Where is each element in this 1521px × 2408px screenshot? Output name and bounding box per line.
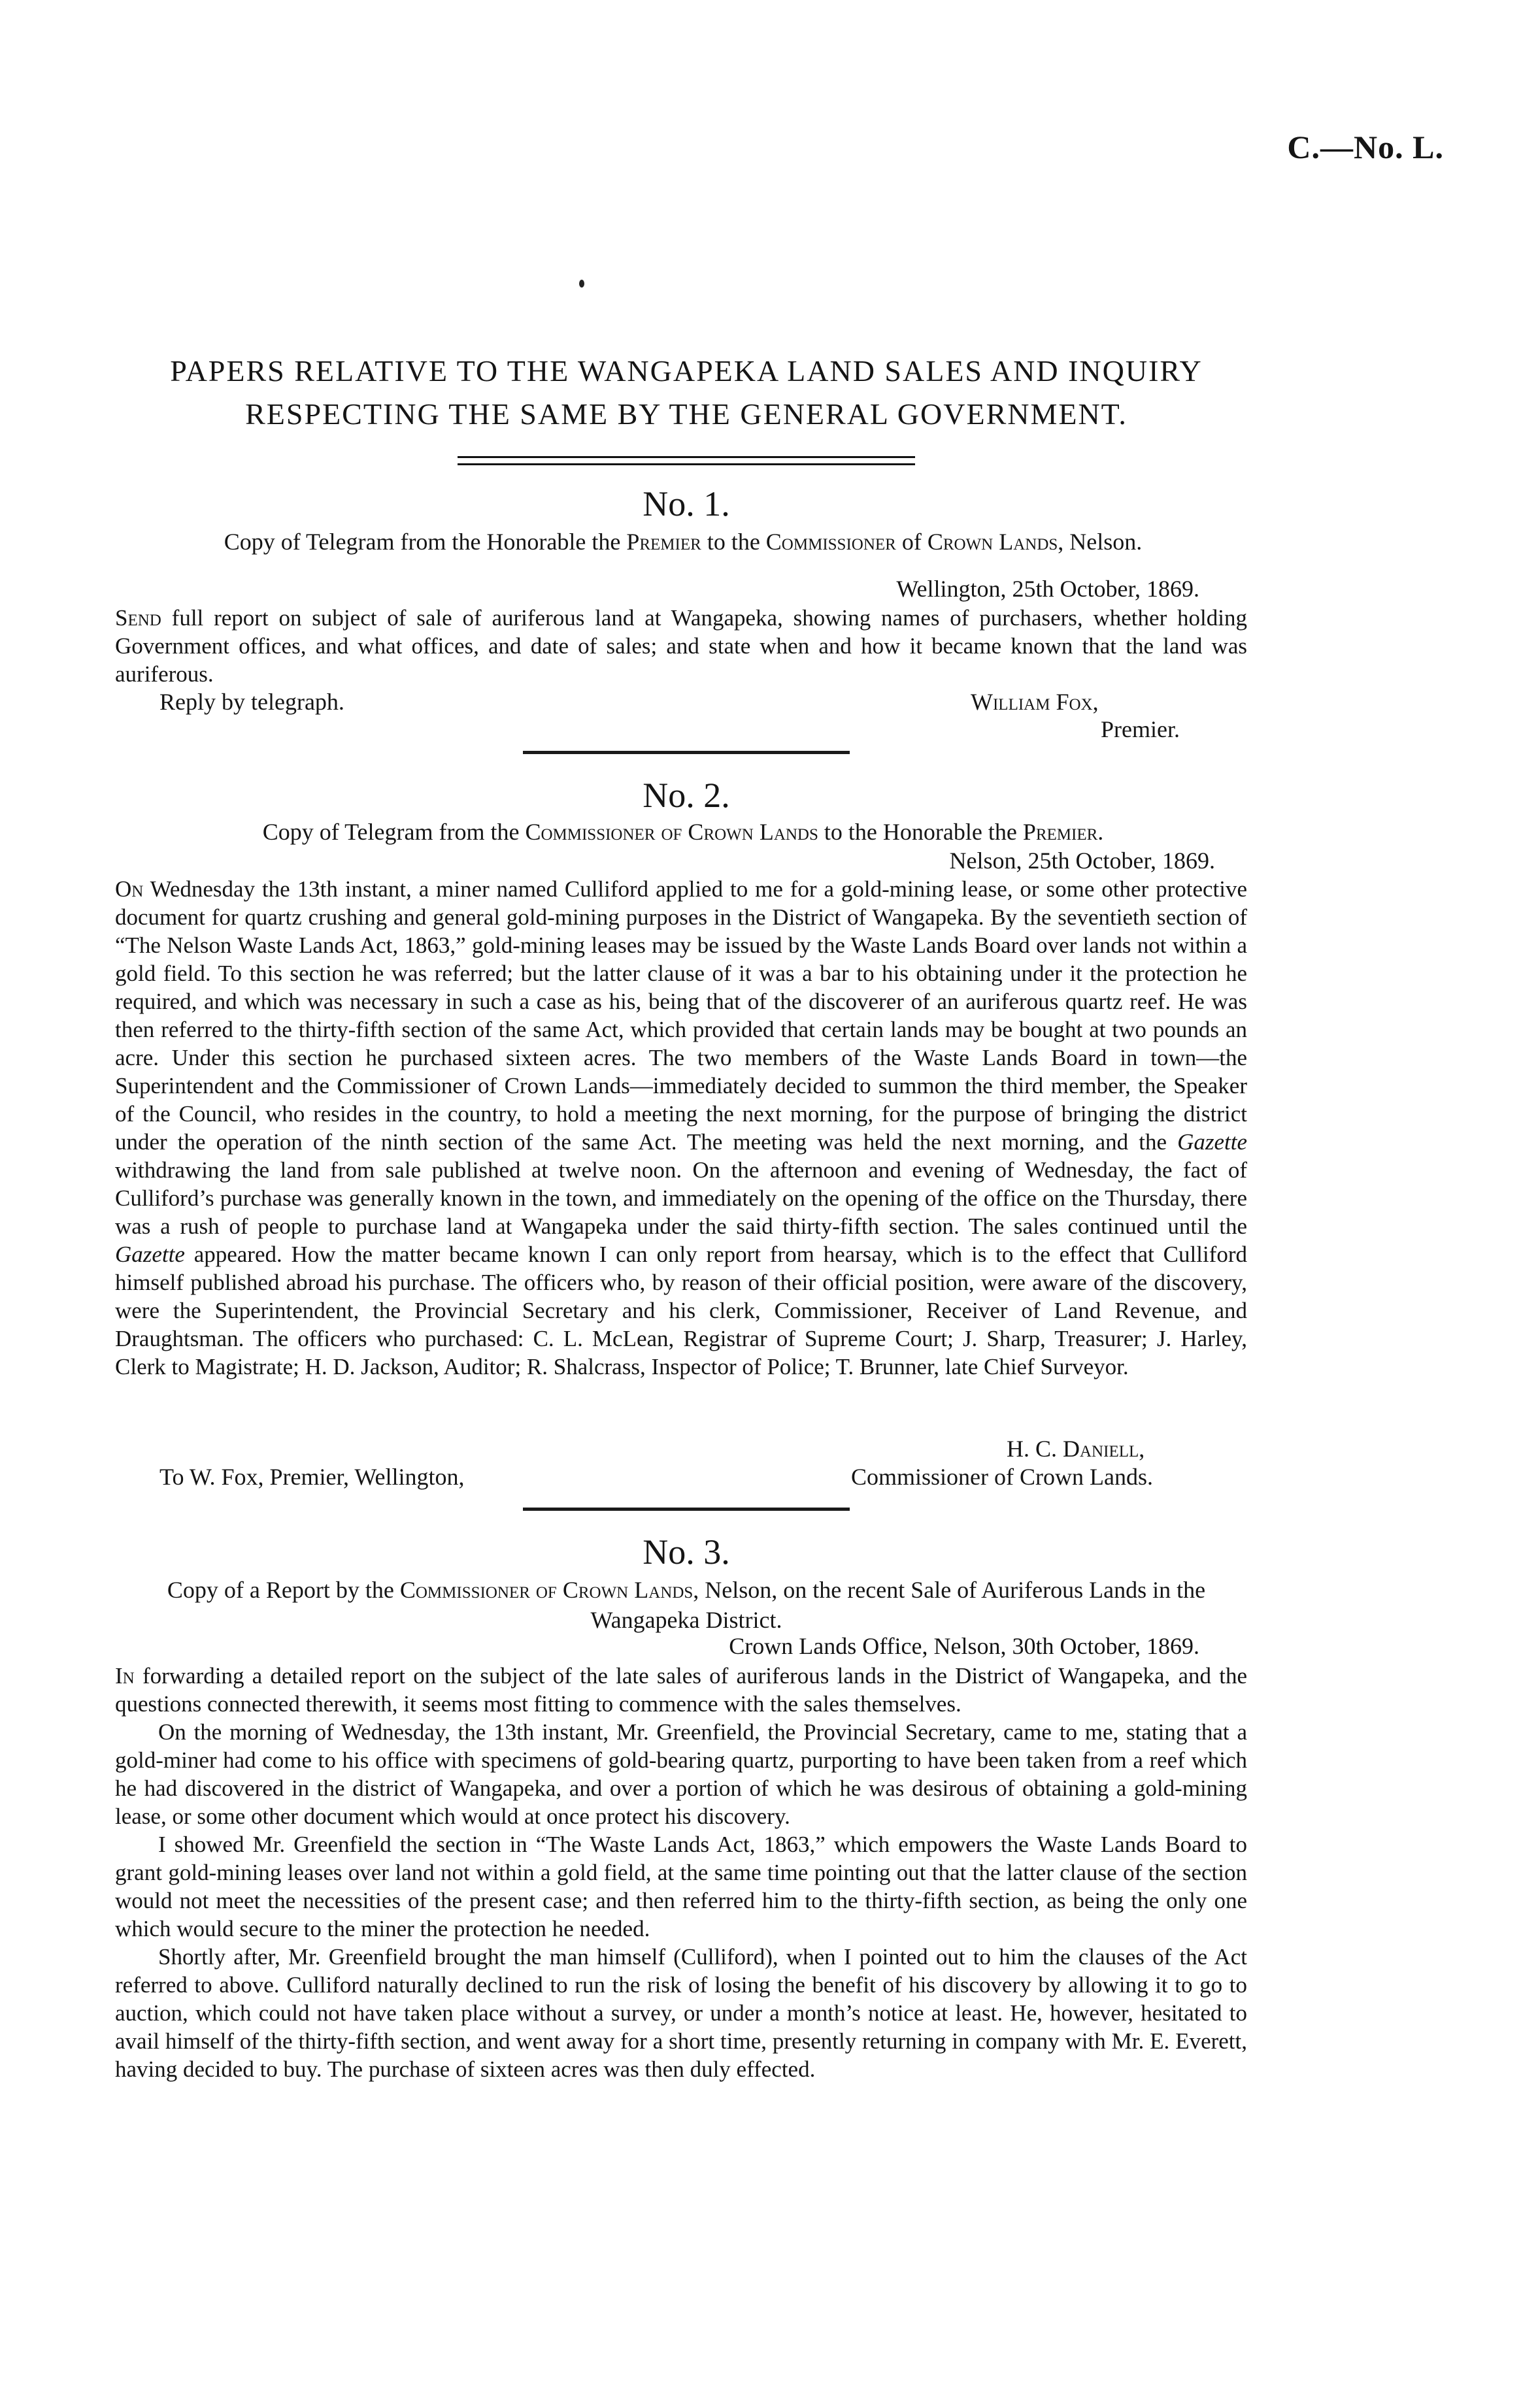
caption-text: Copy of a Report by the — [167, 1577, 400, 1603]
body-text: full report on subject of sale of auriferous land at Wangapeka, showing names of purchasers, whether holding Government offices, and what offices, and date of sales; and state when and how it became known that the land was auriferous. — [115, 605, 1247, 687]
dateline-1: Wellington, 25th October, 1869. — [896, 576, 1199, 602]
signature-name-1: William Fox, — [971, 689, 1099, 715]
caption-text: Copy of Telegram from the Honorable the — [224, 529, 627, 555]
title-rule — [458, 456, 915, 465]
printer-mark — [579, 280, 584, 288]
signature-title-1: Premier. — [1101, 716, 1180, 742]
gazette-reference: Gazette — [1177, 1129, 1247, 1155]
lead-word: On — [115, 876, 144, 902]
paragraph-2: On the morning of Wednesday, the 13th instant, Mr. Greenfield, the Provincial Secretary, came to me, stating that a gold-miner had come to his office with specimens of gold-bearing quartz, purporting to have been taken from a reef which he had discovered in the district of Wangapeka, and over a portion of which he was desirous of obtaining a gold-mining lease, or some other document which would at once protect his discovery. — [115, 1719, 1247, 1829]
section-caption-1 — [131, 527, 1235, 557]
paragraph-4: Shortly after, Mr. Greenfield brought the man himself (Culliford), when I pointed out to him the clauses of the Act referred to above. Culliford naturally declined to run the risk of losing the benefit of his discovery by allowing it to go to auction, which could not have taken place without a survey, or under a month’s notice at least. He, however, hesitated to avail himself of the thirty-fifth section, and went away for a short time, presently returning in company with Mr. E. Everett, having decided to buy. The purchase of sixteen acres was then duly effected. — [115, 1944, 1247, 2082]
telegram-body-2 — [115, 875, 1247, 1381]
gazette-reference: Gazette — [115, 1242, 185, 1267]
caption-commissioner: Commissioner of Crown Lands — [399, 1577, 694, 1603]
lead-word: Send — [115, 605, 161, 631]
body-text: withdrawing the land from sale published at twelve noon. On the afternoon and evening of Wednesday, the fact of Culliford’s purchase was generally known in the town, and immediately on the opening of the office on the Thursday, there was a rush of people to purchase land at Wangapeka under the said thirty-fifth section. The sales continued until the — [115, 1157, 1247, 1239]
dateline-3: Crown Lands Office, Nelson, 30th October, 1869. — [729, 1633, 1199, 1659]
parliamentary-paper-reference: C.—No. L. — [1287, 129, 1444, 165]
section-caption-3 — [163, 1575, 1209, 1635]
caption-text: of — [895, 529, 928, 555]
document-title: PAPERS RELATIVE TO THE WANGAPEKA LAND SALES AND INQUIRY RESPECTING THE SAME BY THE GENERAL GOVERNMENT. — [170, 354, 1203, 431]
section-heading-1: No. 1. — [643, 484, 730, 523]
caption-commissioner: Commissioner — [765, 529, 896, 555]
signature-title-2: Commissioner of Crown Lands. — [851, 1464, 1153, 1490]
caption-text: , Nelson, on the recent Sale of Auriferous Lands in the Wangapeka District. — [590, 1577, 1206, 1633]
caption-text: to the Honorable the — [818, 819, 1023, 845]
caption-crown-lands: Crown Lands — [927, 529, 1058, 555]
caption-commissioner: Commissioner of Crown Lands — [525, 819, 818, 845]
caption-text: to the — [701, 529, 766, 555]
caption-text: , Nelson. — [1058, 529, 1143, 555]
section-heading-2: No. 2. — [643, 776, 730, 815]
telegram-body-1 — [115, 604, 1247, 688]
section-divider-2 — [523, 1508, 850, 1511]
lead-word: In — [115, 1663, 135, 1689]
signature-name-2: H. C. Daniell, — [1007, 1436, 1145, 1462]
section-caption-2 — [131, 817, 1235, 847]
caption-premier: Premier — [626, 529, 701, 555]
body-text: appeared. How the matter became known I can only report from hearsay, which is to the effect that Culliford himself published abroad his purchase. The officers who, by reason of their official position, were aware of the discovery, were the Superintendent, the Provincial Secretary and his clerk, Commissioner, Receiver of Land Revenue, and Draughtsman. The officers who purchased: C. L. McLean, Registrar of Supreme Court; J. Sharp, Treasurer; J. Harley, Clerk to Magistrate; H. D. Jackson, Auditor; R. Shalcrass, Inspector of Police; T. Brunner, late Chief Surveyor. — [115, 1242, 1247, 1379]
dateline-2: Nelson, 25th October, 1869. — [949, 848, 1215, 874]
section-heading-3: No. 3. — [643, 1532, 730, 1572]
paragraph-3: I showed Mr. Greenfield the section in “The Waste Lands Act, 1863,” which empowers the Waste Lands Board to grant gold-mining leases over land not within a gold field, at the same time pointing out that the latter clause of the section would not meet the necessities of the present case; and then referred him to the thirty-fifth section, as being the only one which would secure to the miner the protection he needed. — [115, 1832, 1247, 1941]
caption-premier: Premier. — [1022, 819, 1104, 845]
section-divider-1 — [523, 751, 850, 754]
paragraph-1: forwarding a detailed report on the subject of the late sales of auriferous lands in the District of Wangapeka, and the questions connected therewith, it seems most fitting to commence with the sales themselves. — [115, 1663, 1247, 1717]
report-body-3 — [115, 1662, 1247, 2083]
addressee-2: To W. Fox, Premier, Wellington, — [159, 1464, 465, 1490]
reply-instruction: Reply by telegraph. — [159, 689, 344, 715]
caption-text: Copy of Telegram from the — [262, 819, 526, 845]
body-text: Wednesday the 13th instant, a miner named Culliford applied to me for a gold-mining lease, or some other protective document for quartz crushing and general gold-mining purposes in the District of Wangapeka. By the seventieth section of “The Nelson Waste Lands Act, 1863,” gold-mining leases may be issued by the Waste Lands Board over lands not within a gold field. To this section he was referred; but the latter clause of it was a bar to his obtaining under it the protection he required, and which was necessary in such a case as his, being that of the discoverer of an auriferous quartz reef. He was then referred to the thirty-fifth section of the same Act, which provided that certain lands may be bought at two pounds an acre. Under this section he purchased sixteen acres. The two members of the Waste Lands Board in town—the Superintendent and the Commissioner of Crown Lands—immediately decided to summon the third member, the Speaker of the Council, who resides in the country, to hold a meeting the next morning, for the purpose of bringing the district under the operation of the ninth section of the same Act. The meeting was held the next morning, and the — [115, 876, 1247, 1155]
